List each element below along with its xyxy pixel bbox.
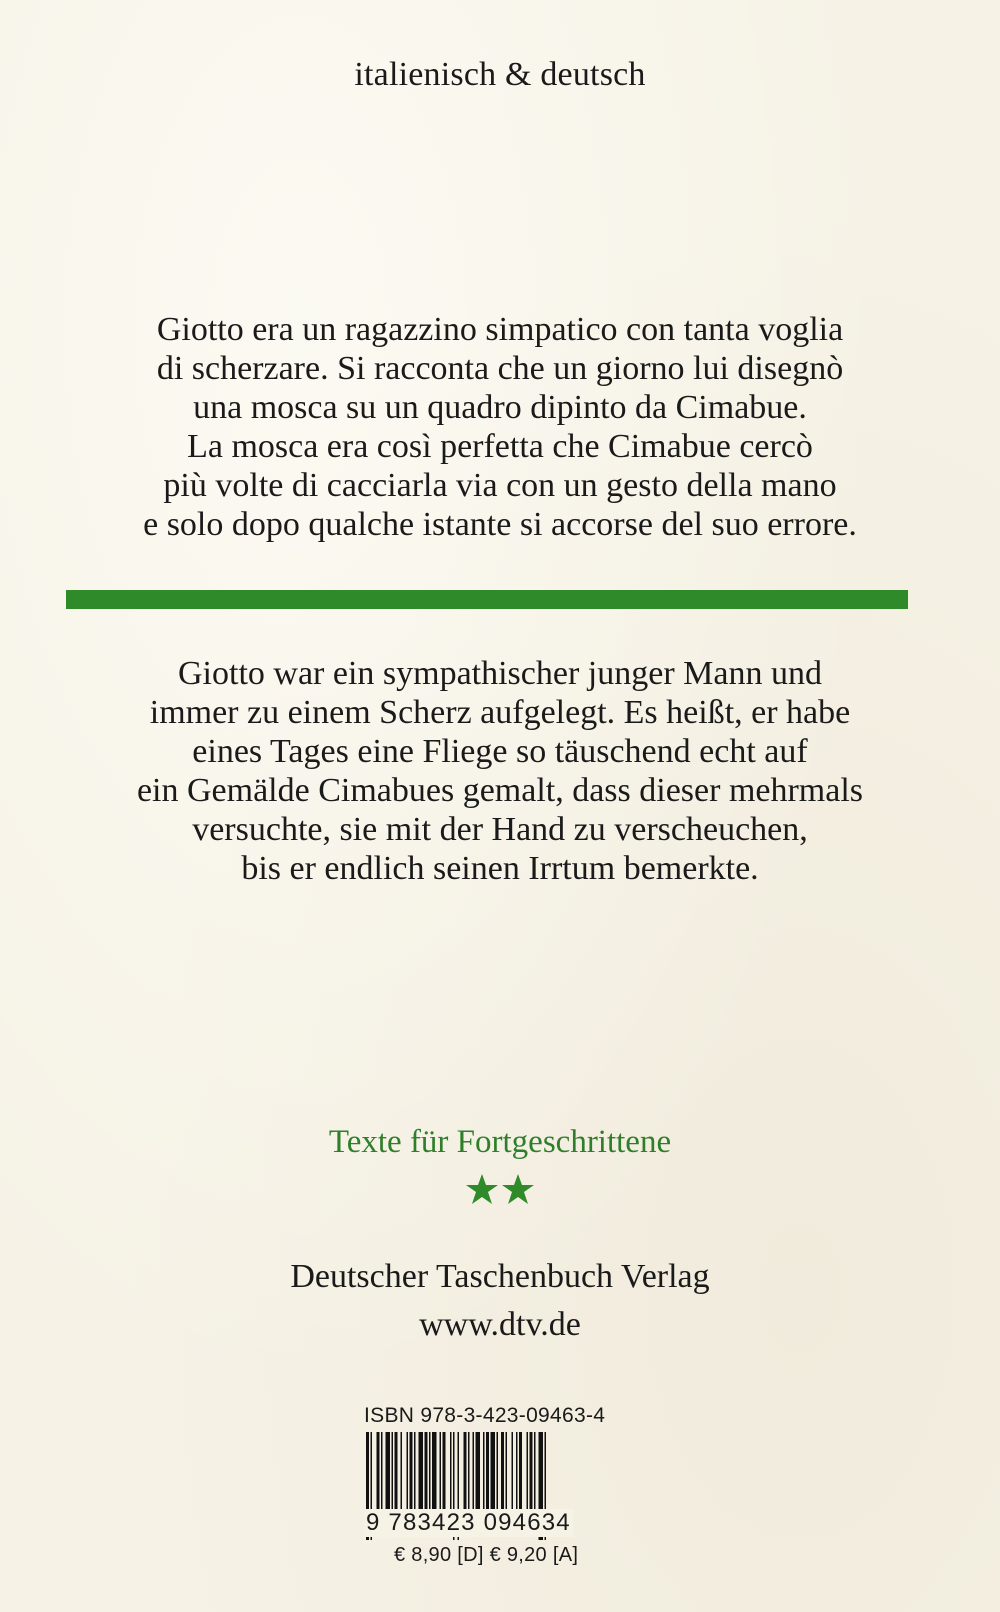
isbn-label: ISBN 978-3-423-09463-4 bbox=[364, 1404, 606, 1427]
german-blurb-line: ein Gemälde Cimabues gemalt, dass dieser mehrmals bbox=[136, 772, 864, 809]
publisher-name: Deutscher Taschenbuch Verlag bbox=[290, 1258, 710, 1295]
italian-blurb-line: più volte di cacciarla via con un gesto della mano bbox=[163, 467, 837, 504]
publisher-website: www.dtv.de bbox=[419, 1306, 581, 1343]
star-icon bbox=[466, 1174, 498, 1204]
german-blurb-line: bis er endlich seinen Irrtum bemerkte. bbox=[241, 850, 759, 887]
series-label: Texte für Fortgeschrittene bbox=[328, 1124, 672, 1160]
difficulty-stars bbox=[0, 1172, 1000, 1212]
two-star-icons bbox=[464, 1172, 536, 1208]
price-label: € 8,90 [D] € 9,20 [A] bbox=[394, 1544, 579, 1566]
italian-blurb bbox=[60, 310, 940, 544]
german-blurb-line: versuchte, sie mit der Hand zu verscheuchen, bbox=[192, 811, 808, 848]
german-blurb-line: immer zu einem Scherz aufgelegt. Es heißt, er habe bbox=[149, 694, 851, 731]
italian-blurb-line: di scherzare. Si racconta che un giorno lui disegnò bbox=[156, 350, 844, 387]
italian-blurb-line: una mosca su un quadro dipinto da Cimabue. bbox=[193, 389, 807, 426]
italian-blurb-line: e solo dopo qualche istante si accorse del suo errore. bbox=[143, 506, 857, 543]
german-blurb bbox=[60, 654, 940, 888]
italian-blurb-line: Giotto era un ragazzino simpatico con tanta voglia bbox=[156, 311, 844, 348]
star-icon bbox=[502, 1174, 534, 1204]
german-blurb-line: eines Tages eine Fliege so täuschend echt auf bbox=[192, 733, 808, 770]
green-divider bbox=[66, 590, 908, 609]
barcode-digits: 9 783423 094634 bbox=[366, 1509, 571, 1536]
language-label: italienisch & deutsch bbox=[354, 56, 646, 93]
german-blurb-line: Giotto war ein sympathischer junger Mann und bbox=[178, 655, 822, 692]
italian-blurb-line: La mosca era così perfetta che Cimabue cercò bbox=[187, 428, 813, 465]
